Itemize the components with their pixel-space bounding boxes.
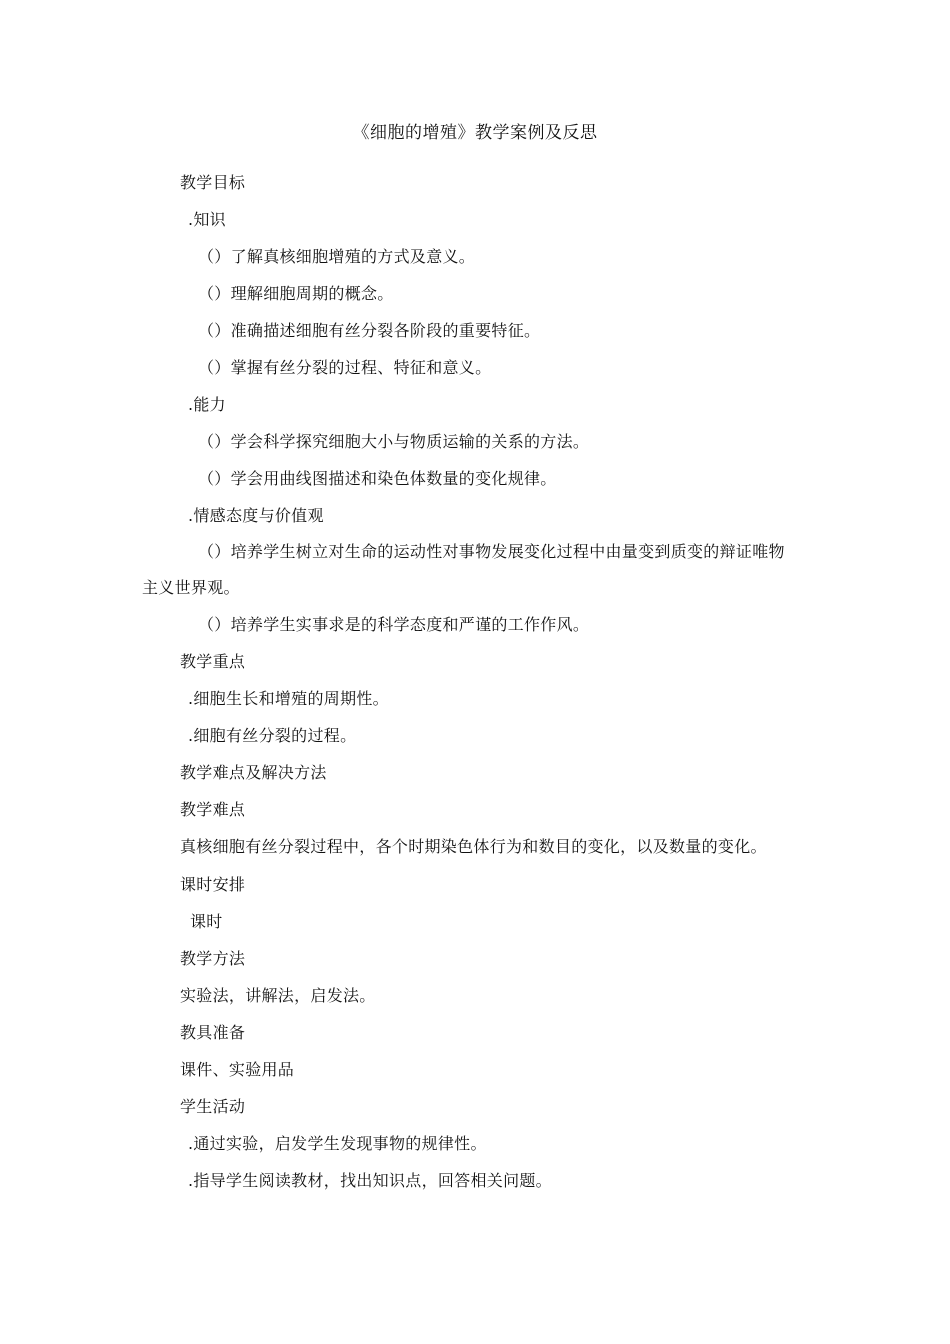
list-item: （）培养学生实事求是的科学态度和严谨的工作作风。 <box>198 615 590 634</box>
heading-teaching-aids: 教具准备 <box>180 1023 246 1042</box>
paragraph-teaching-aids: 课件、实验用品 <box>180 1060 295 1079</box>
subheading-knowledge: .知识 <box>188 210 226 229</box>
heading-difficulties: 教学难点 <box>180 800 246 819</box>
list-item: .通过实验，启发学生发现事物的规律性。 <box>188 1134 487 1153</box>
heading-student-activities: 学生活动 <box>180 1097 246 1116</box>
heading-key-points: 教学重点 <box>180 652 246 671</box>
list-item: （）理解细胞周期的概念。 <box>198 284 394 303</box>
list-item: （）准确描述细胞有丝分裂各阶段的重要特征。 <box>198 321 541 340</box>
list-item: （）学会用曲线图描述和染色体数量的变化规律。 <box>198 469 557 488</box>
list-item: .细胞生长和增殖的周期性。 <box>188 689 389 708</box>
subheading-attitude-values: .情感态度与价值观 <box>188 506 324 525</box>
list-item: （）培养学生树立对生命的运动性对事物发展变化过程中由量变到质变的辩证唯物 <box>198 542 785 561</box>
heading-teaching-methods: 教学方法 <box>180 949 246 968</box>
paragraph-difficulties: 真核细胞有丝分裂过程中，各个时期染色体行为和数目的变化，以及数量的变化。 <box>180 837 767 856</box>
heading-schedule: 课时安排 <box>180 875 246 894</box>
paragraph-schedule: 课时 <box>190 912 223 931</box>
list-item-continuation: 主义世界观。 <box>142 578 240 597</box>
list-item: （）学会科学探究细胞大小与物质运输的关系的方法。 <box>198 432 590 451</box>
paragraph-teaching-methods: 实验法，讲解法，启发法。 <box>180 986 376 1005</box>
list-item: （）掌握有丝分裂的过程、特征和意义。 <box>198 358 492 377</box>
heading-teaching-goals: 教学目标 <box>180 173 246 192</box>
list-item: .细胞有丝分裂的过程。 <box>188 726 357 745</box>
list-item: .指导学生阅读教材，找出知识点，回答相关问题。 <box>188 1171 552 1190</box>
subheading-ability: .能力 <box>188 395 226 414</box>
list-item: （）了解真核细胞增殖的方式及意义。 <box>198 247 476 266</box>
heading-difficulties-solutions: 教学难点及解决方法 <box>180 763 327 782</box>
document-title: 《细胞的增殖》教学案例及反思 <box>352 123 598 143</box>
